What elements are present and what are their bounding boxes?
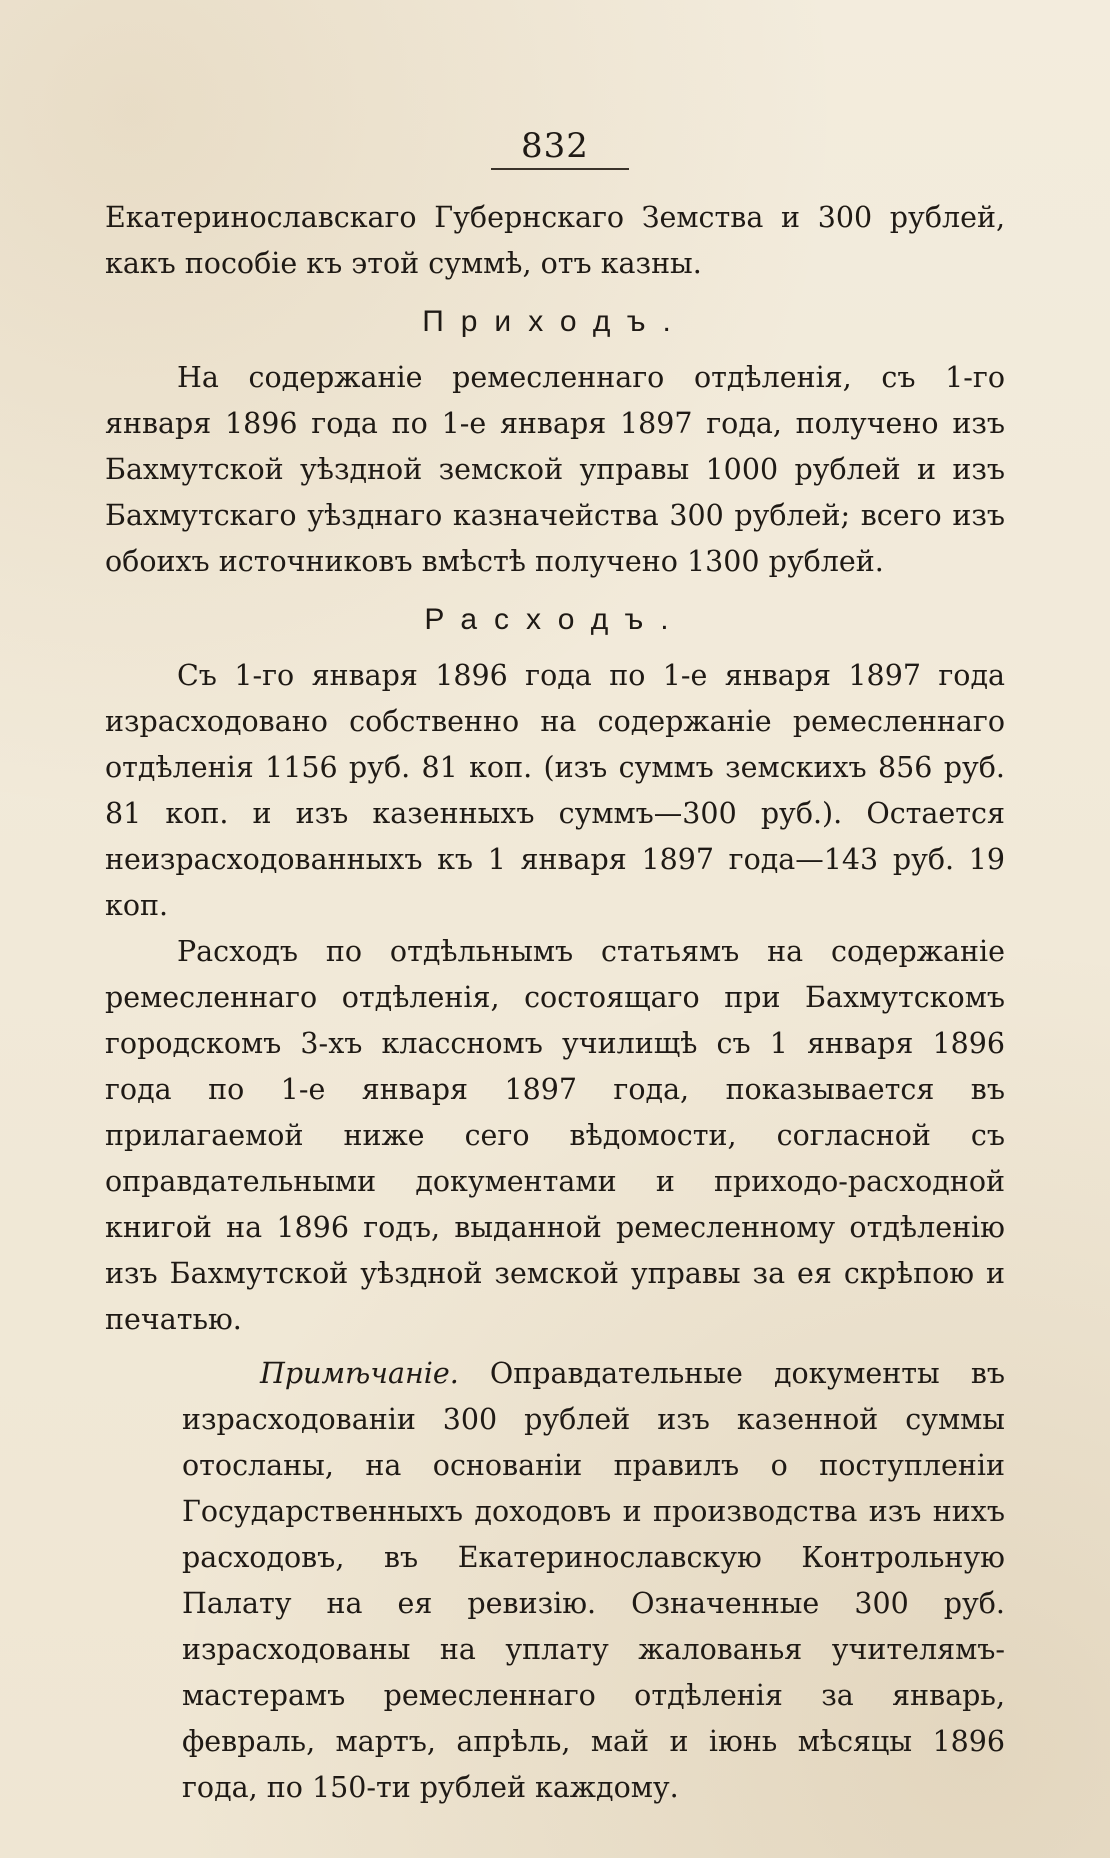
document-body: [105, 195, 1005, 1811]
expense-paragraph-2: Расходъ по отдѣльнымъ статьямъ на содержаніе ремесленнаго отдѣленія, состоящаго при Бахмутскомъ городскомъ 3-хъ классномъ училищѣ съ 1 января 1896 года по 1-е января 1897 года, показывается въ прилагаемой ниже сего вѣдомости, согласной съ оправдательными документами и приходо-расходной книгой на 1896 годъ, выданной ремесленному отдѣленію изъ Бахмутской уѣздной земской управы за ея скрѣпою и печатью.: [105, 935, 1005, 1336]
expense-paragraph-1: Съ 1-го января 1896 года по 1-е января 1897 года израсходовано собственно на содержаніе ремесленнаго отдѣленія 1156 руб. 81 коп. (изъ суммъ земскихъ 856 руб. 81 коп. и изъ казенныхъ суммъ—300 руб.). Остается неизрасходованныхъ къ 1 января 1897 года—143 руб. 19 коп.: [105, 659, 1005, 922]
intro-paragraph: Екатеринославскаго Губернскаго Земства и 300 рублей, какъ пособіе къ этой суммѣ, отъ казны.: [105, 201, 1005, 280]
note-label: Примѣчаніе.: [260, 1357, 459, 1390]
note-paragraph: [182, 1351, 1005, 1811]
page-number-rule: [491, 168, 629, 170]
income-paragraph: На содержаніе ремесленнаго отдѣленія, съ 1-го января 1896 года по 1-е января 1897 года, получено изъ Бахмутской уѣздной земской управы 1000 рублей и изъ Бахмутскаго уѣзднаго казначейства 300 рублей; всего изъ обоихъ источниковъ вмѣстѣ получено 1300 рублей.: [105, 361, 1005, 578]
expense-heading: Расходъ.: [424, 603, 686, 636]
page-number: 832: [521, 126, 589, 166]
income-heading: Приходъ.: [422, 305, 688, 338]
note-text: Оправдательные документы въ израсходованіи 300 рублей изъ казенной суммы отосланы, на основаніи правилъ о поступленіи Государственныхъ доходовъ и производства изъ нихъ расходовъ, въ Екатеринославскую Контрольную Палату на ея ревизію. Означенные 300 руб. израсходованы на уплату жалованья учителямъ-мастерамъ ремесленнаго отдѣленія за январь, февраль, мартъ, апрѣль, май и іюнь мѣсяцы 1896 года, по 150-ти рублей каждому.: [182, 1357, 1006, 1804]
